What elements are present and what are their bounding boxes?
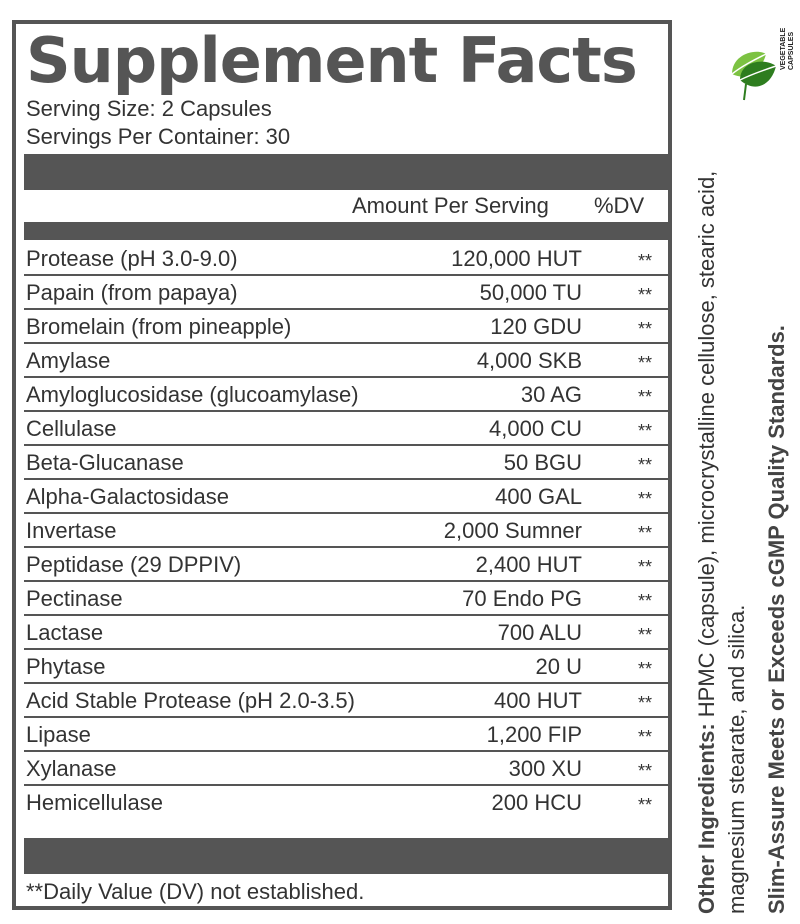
leaf-icon <box>726 44 778 102</box>
ingredient-amount: 120 GDU <box>490 314 582 339</box>
ingredient-amount: 400 HUT <box>493 688 582 713</box>
ingredient-name: Bromelain (from pineapple) <box>26 314 292 339</box>
table-row <box>24 582 668 616</box>
label-title: Supplement Facts <box>26 24 637 97</box>
ingredient-amount: 20 U <box>535 654 582 679</box>
ingredient-name: Lactase <box>26 620 104 645</box>
ingredient-name: Phytase <box>26 654 106 679</box>
table-row <box>24 310 668 344</box>
badge-text-rotated <box>780 14 800 70</box>
ingredient-amount: 50 BGU <box>503 450 582 475</box>
ingredient-amount: 400 GAL <box>495 484 582 509</box>
table-row <box>24 616 668 650</box>
ingredient-name: Cellulase <box>26 416 117 441</box>
ingredient-dv: ** <box>637 557 652 577</box>
header-dv: %DV <box>594 193 645 218</box>
supplement-facts-panel <box>12 20 672 910</box>
ingredient-name: Acid Stable Protease (pH 2.0-3.5) <box>26 688 355 713</box>
divider-bar-mid <box>24 222 668 240</box>
table-row <box>24 344 668 378</box>
ingredient-name: Papain (from papaya) <box>26 280 238 305</box>
table-row <box>24 684 668 718</box>
ingredient-name: Invertase <box>26 518 117 543</box>
serving-size: Serving Size: 2 Capsules <box>26 96 272 121</box>
badge-line2: CAPSULES <box>788 31 795 70</box>
ingredient-dv: ** <box>637 421 652 441</box>
ingredient-amount: 70 Endo PG <box>462 586 582 611</box>
ingredient-name: Peptidase (29 DPPIV) <box>26 552 242 577</box>
ingredient-dv: ** <box>637 489 652 509</box>
ingredient-amount: 50,000 TU <box>479 280 582 305</box>
table-row <box>24 650 668 684</box>
table-row <box>24 786 668 820</box>
other-ingredients-line1 <box>692 171 722 914</box>
ingredient-amount: 120,000 HUT <box>451 246 582 271</box>
side-rotated-text <box>676 170 800 914</box>
ingredient-dv: ** <box>637 387 652 407</box>
table-row <box>24 242 668 276</box>
ingredient-name: Protease (pH 3.0-9.0) <box>26 246 238 271</box>
ingredient-table <box>24 242 668 820</box>
other-ingredients-label: Other Ingredients: <box>694 723 719 914</box>
quality-statement: Slim-Assure Meets or Exceeds cGMP Quality Standards. <box>764 325 789 914</box>
side-panel <box>676 170 800 914</box>
ingredient-dv: ** <box>637 591 652 611</box>
table-row <box>24 446 668 480</box>
vegetable-capsules-badge <box>724 8 800 104</box>
table-row <box>24 480 668 514</box>
ingredient-name: Amyloglucosidase (glucoamylase) <box>26 382 359 407</box>
ingredient-amount: 300 XU <box>508 756 582 781</box>
ingredient-name: Beta-Glucanase <box>26 450 184 475</box>
ingredient-amount: 200 HCU <box>491 790 582 815</box>
ingredient-dv: ** <box>637 625 652 645</box>
table-row <box>24 412 668 446</box>
badge-text <box>780 14 800 70</box>
servings-per-container: Servings Per Container: 30 <box>26 124 291 149</box>
ingredient-dv: ** <box>637 285 652 305</box>
ingredient-amount: 1,200 FIP <box>486 722 582 747</box>
ingredient-amount: 2,000 Sumner <box>443 518 582 543</box>
divider-bar-bottom <box>24 838 668 874</box>
badge-line1: VEGETABLE <box>780 27 787 70</box>
ingredient-dv: ** <box>637 455 652 475</box>
ingredient-dv: ** <box>637 353 652 373</box>
table-row <box>24 718 668 752</box>
table-row <box>24 276 668 310</box>
ingredient-name: Alpha-Galactosidase <box>26 484 230 509</box>
table-row <box>24 752 668 786</box>
ingredient-amount: 2,400 HUT <box>475 552 582 577</box>
other-ingredients-text: HPMC (capsule), microcrystalline cellulose, stearic acid, <box>694 170 719 724</box>
ingredient-name: Amylase <box>26 348 111 373</box>
ingredient-dv: ** <box>637 523 652 543</box>
ingredient-amount: 700 ALU <box>497 620 582 645</box>
ingredient-dv: ** <box>637 795 652 815</box>
dv-footnote: **Daily Value (DV) not established. <box>26 879 365 904</box>
ingredient-dv: ** <box>637 761 652 781</box>
ingredient-name: Hemicellulase <box>26 790 163 815</box>
header-amount-per-serving: Amount Per Serving <box>352 193 549 218</box>
ingredient-dv: ** <box>637 693 652 713</box>
ingredient-dv: ** <box>637 319 652 339</box>
other-ingredients-line2: magnesium stearate, and silica. <box>724 604 749 914</box>
ingredient-dv: ** <box>637 727 652 747</box>
ingredient-amount: 4,000 SKB <box>476 348 582 373</box>
ingredient-amount: 4,000 CU <box>489 416 582 441</box>
table-row <box>24 548 668 582</box>
divider-bar-top <box>24 154 668 190</box>
ingredient-dv: ** <box>637 659 652 679</box>
ingredient-amount: 30 AG <box>520 382 582 407</box>
ingredient-name: Xylanase <box>26 756 117 781</box>
table-row <box>24 378 668 412</box>
ingredient-name: Lipase <box>26 722 91 747</box>
ingredient-name: Pectinase <box>26 586 123 611</box>
ingredient-dv: ** <box>637 251 652 271</box>
table-row <box>24 514 668 548</box>
